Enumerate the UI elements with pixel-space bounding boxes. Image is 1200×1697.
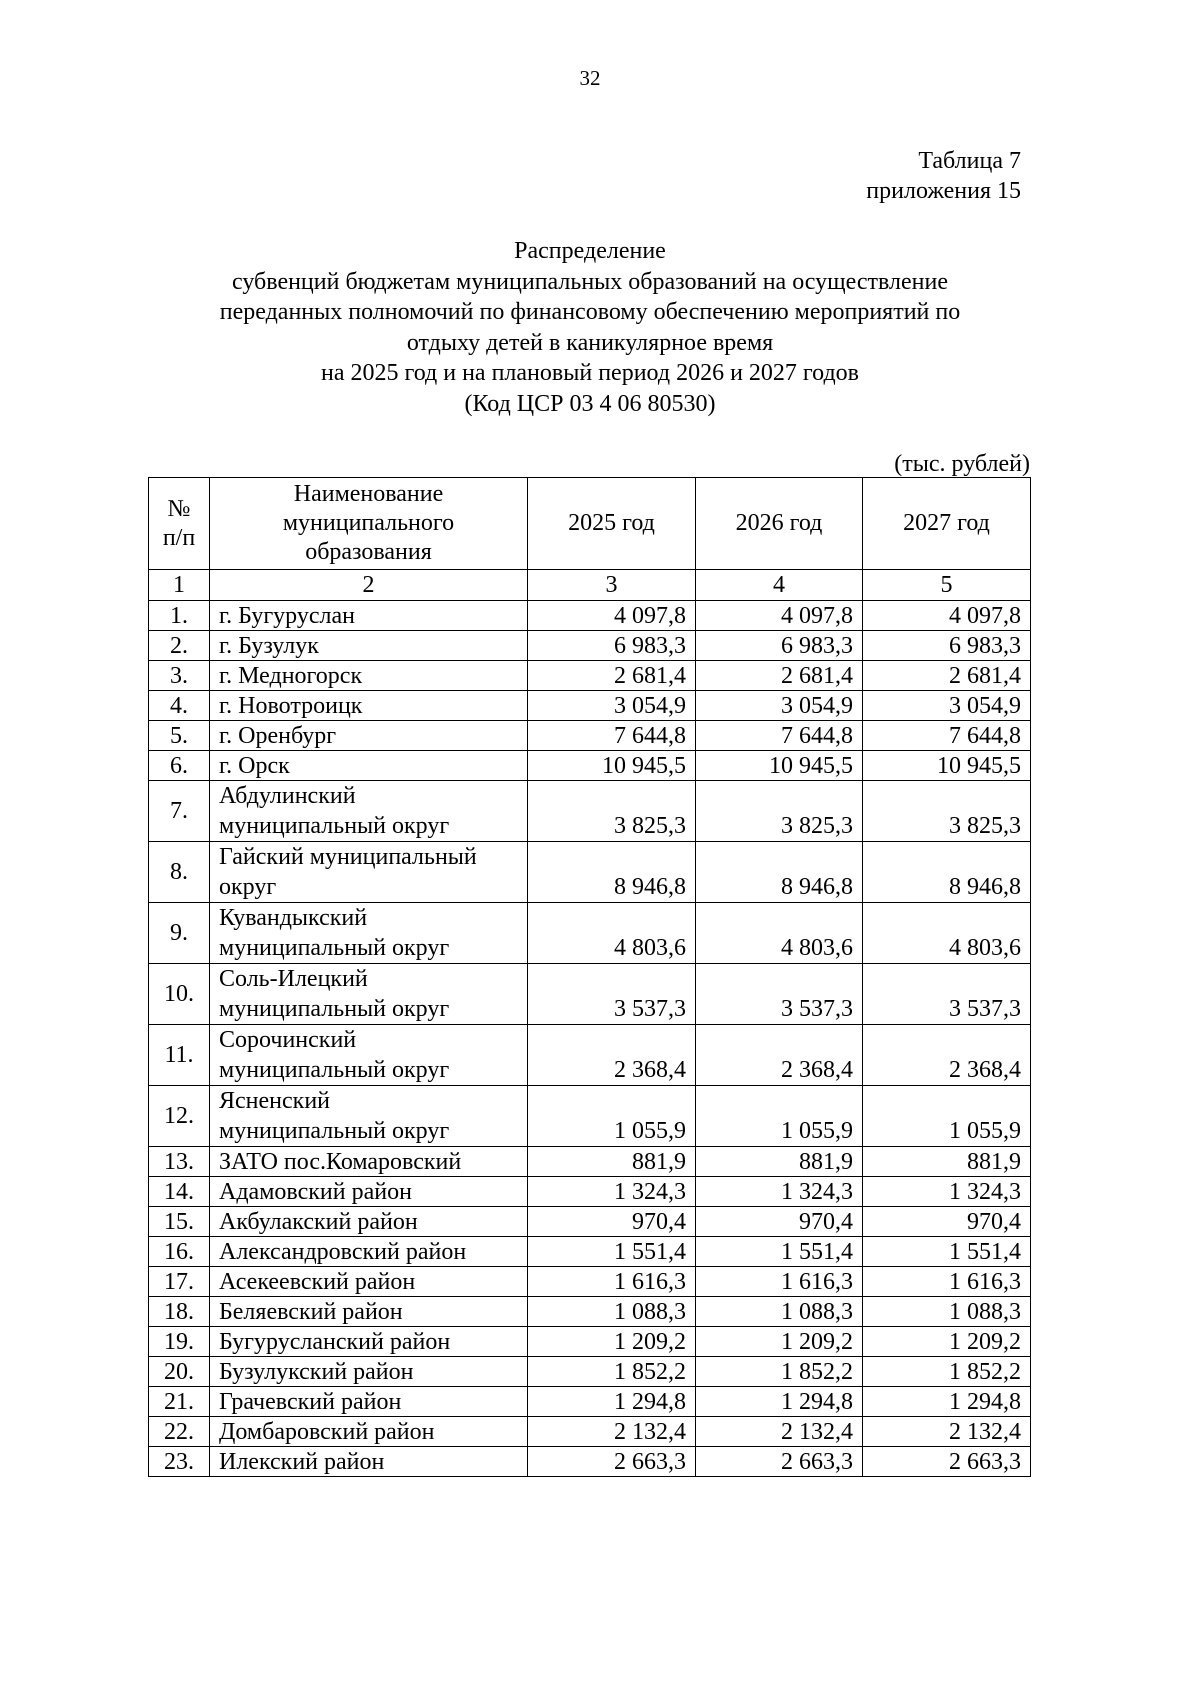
municipality-name bbox=[210, 781, 528, 842]
amount-2026: 1 088,3 bbox=[696, 1297, 863, 1327]
municipality-name bbox=[210, 721, 528, 751]
table-row bbox=[149, 631, 1031, 661]
header-num-line: п/п bbox=[162, 524, 196, 551]
amount-2026: 7 644,8 bbox=[696, 721, 863, 751]
header-2025: 2025 год bbox=[528, 478, 696, 570]
municipality-name-line: Асекеевский район bbox=[219, 1269, 416, 1295]
amount-2026: 6 983,3 bbox=[696, 631, 863, 661]
amount-2027: 1 324,3 bbox=[863, 1177, 1031, 1207]
amount-2026: 1 551,4 bbox=[696, 1237, 863, 1267]
column-number: 1 bbox=[149, 570, 210, 601]
amount-2025: 4 803,6 bbox=[528, 903, 696, 964]
row-number: 19. bbox=[149, 1327, 210, 1357]
municipality-name bbox=[210, 842, 528, 903]
row-number: 15. bbox=[149, 1207, 210, 1237]
row-number: 7. bbox=[149, 781, 210, 842]
row-number: 5. bbox=[149, 721, 210, 751]
amount-2026: 3 537,3 bbox=[696, 964, 863, 1025]
amount-2025: 1 209,2 bbox=[528, 1327, 696, 1357]
header-name-line: Наименование bbox=[293, 481, 444, 507]
title-line: Распределение bbox=[514, 238, 666, 264]
header-num-line: № bbox=[167, 495, 191, 522]
municipality-name-line: Кувандыкский bbox=[219, 905, 368, 931]
row-number: 20. bbox=[149, 1357, 210, 1387]
row-number: 12. bbox=[149, 1086, 210, 1147]
municipality-name bbox=[210, 1387, 528, 1417]
amount-2027: 3 054,9 bbox=[863, 691, 1031, 721]
table-row bbox=[149, 964, 1031, 1025]
municipality-name bbox=[210, 903, 528, 964]
municipality-name-line: Акбулакский район bbox=[219, 1209, 418, 1235]
table-row bbox=[149, 661, 1031, 691]
municipality-name bbox=[210, 1267, 528, 1297]
municipality-name bbox=[210, 1207, 528, 1237]
amount-2026: 1 324,3 bbox=[696, 1177, 863, 1207]
row-number: 21. bbox=[149, 1387, 210, 1417]
table-row bbox=[149, 1147, 1031, 1177]
amount-2027: 10 945,5 bbox=[863, 751, 1031, 781]
table-row bbox=[149, 601, 1031, 631]
amount-2027: 6 983,3 bbox=[863, 631, 1031, 661]
header-name-line: образования bbox=[305, 539, 432, 565]
row-number: 14. bbox=[149, 1177, 210, 1207]
municipality-name-line: Грачевский район bbox=[219, 1389, 402, 1415]
municipality-name bbox=[210, 691, 528, 721]
table-row bbox=[149, 1177, 1031, 1207]
amount-2025: 8 946,8 bbox=[528, 842, 696, 903]
municipality-name bbox=[210, 631, 528, 661]
amount-2027: 2 132,4 bbox=[863, 1417, 1031, 1447]
table-header-row bbox=[149, 478, 1031, 570]
row-number: 6. bbox=[149, 751, 210, 781]
amount-2027: 3 825,3 bbox=[863, 781, 1031, 842]
table-row bbox=[149, 751, 1031, 781]
row-number: 11. bbox=[149, 1025, 210, 1086]
municipality-name-line: Гайский муниципальный bbox=[219, 844, 477, 870]
municipality-name-line: муниципальный округ bbox=[219, 1057, 450, 1083]
amount-2026: 1 055,9 bbox=[696, 1086, 863, 1147]
municipality-name-line: Соль-Илецкий bbox=[219, 966, 368, 992]
amount-2025: 3 054,9 bbox=[528, 691, 696, 721]
municipality-name-line: муниципальный округ bbox=[219, 813, 450, 839]
row-number: 17. bbox=[149, 1267, 210, 1297]
municipality-name-line: муниципальный округ bbox=[219, 1118, 450, 1144]
amount-2027: 2 663,3 bbox=[863, 1447, 1031, 1477]
municipality-name-line: г. Новотроицк bbox=[219, 693, 363, 719]
table-caption-line: Таблица 7 bbox=[918, 148, 1021, 174]
municipality-name-line: Беляевский район bbox=[219, 1299, 403, 1325]
municipality-name bbox=[210, 1297, 528, 1327]
municipality-name bbox=[210, 751, 528, 781]
row-number: 1. bbox=[149, 601, 210, 631]
amount-2026: 1 616,3 bbox=[696, 1267, 863, 1297]
column-number: 5 bbox=[863, 570, 1031, 601]
amount-2026: 2 368,4 bbox=[696, 1025, 863, 1086]
municipality-name bbox=[210, 1025, 528, 1086]
amount-2027: 1 294,8 bbox=[863, 1387, 1031, 1417]
municipality-name-line: Бузулукский район bbox=[219, 1359, 414, 1385]
table-row bbox=[149, 1086, 1031, 1147]
amount-2026: 3 054,9 bbox=[696, 691, 863, 721]
amount-2027: 970,4 bbox=[863, 1207, 1031, 1237]
page-number: 32 bbox=[579, 66, 601, 90]
amount-2025: 3 825,3 bbox=[528, 781, 696, 842]
header-name bbox=[210, 478, 528, 570]
amount-2026: 2 132,4 bbox=[696, 1417, 863, 1447]
title-line: переданных полномочий по финансовому обеспечению мероприятий по bbox=[219, 299, 961, 325]
municipality-name bbox=[210, 601, 528, 631]
row-number: 13. bbox=[149, 1147, 210, 1177]
row-number: 9. bbox=[149, 903, 210, 964]
amount-2026: 1 209,2 bbox=[696, 1327, 863, 1357]
table-row bbox=[149, 1237, 1031, 1267]
row-number: 2. bbox=[149, 631, 210, 661]
table-row bbox=[149, 691, 1031, 721]
municipality-name-line: округ bbox=[219, 874, 277, 900]
table-row bbox=[149, 721, 1031, 751]
municipality-name-line: Александровский район bbox=[219, 1239, 467, 1265]
municipality-name bbox=[210, 1177, 528, 1207]
table-row bbox=[149, 903, 1031, 964]
document-title bbox=[0, 236, 1180, 419]
table-row bbox=[149, 1297, 1031, 1327]
table-row bbox=[149, 1387, 1031, 1417]
municipality-name-line: Абдулинский bbox=[219, 783, 356, 809]
municipality-name bbox=[210, 661, 528, 691]
amount-2025: 7 644,8 bbox=[528, 721, 696, 751]
municipality-name-line: г. Оренбург bbox=[219, 723, 337, 749]
municipality-name-line: Домбаровский район bbox=[219, 1419, 435, 1445]
amount-2027: 7 644,8 bbox=[863, 721, 1031, 751]
amount-2025: 1 324,3 bbox=[528, 1177, 696, 1207]
header-name-line: муниципального bbox=[282, 510, 455, 536]
amount-2026: 1 852,2 bbox=[696, 1357, 863, 1387]
column-number: 3 bbox=[528, 570, 696, 601]
annex-caption-line: приложения 15 bbox=[866, 178, 1021, 204]
municipality-name bbox=[210, 1086, 528, 1147]
table-row bbox=[149, 1267, 1031, 1297]
amount-2025: 1 616,3 bbox=[528, 1267, 696, 1297]
amount-2025: 1 088,3 bbox=[528, 1297, 696, 1327]
amount-2027: 1 551,4 bbox=[863, 1237, 1031, 1267]
amount-2027: 2 681,4 bbox=[863, 661, 1031, 691]
amount-2025: 3 537,3 bbox=[528, 964, 696, 1025]
column-number-row bbox=[149, 570, 1031, 601]
municipality-name-line: г. Бузулук bbox=[219, 633, 319, 659]
amount-2027: 4 097,8 bbox=[863, 601, 1031, 631]
municipality-name-line: ЗАТО пос.Комаровский bbox=[219, 1149, 462, 1175]
amount-2026: 4 097,8 bbox=[696, 601, 863, 631]
amount-2027: 1 088,3 bbox=[863, 1297, 1031, 1327]
municipality-name-line: г. Орск bbox=[219, 753, 290, 779]
amount-2025: 1 294,8 bbox=[528, 1387, 696, 1417]
table-row bbox=[149, 842, 1031, 903]
row-number: 16. bbox=[149, 1237, 210, 1267]
amount-2026: 970,4 bbox=[696, 1207, 863, 1237]
column-number: 2 bbox=[210, 570, 528, 601]
row-number: 3. bbox=[149, 661, 210, 691]
amount-2026: 10 945,5 bbox=[696, 751, 863, 781]
amount-2027: 4 803,6 bbox=[863, 903, 1031, 964]
table-caption bbox=[866, 146, 1021, 206]
amount-2025: 2 663,3 bbox=[528, 1447, 696, 1477]
header-num bbox=[149, 478, 210, 570]
units-label: (тыс. рублей) bbox=[894, 451, 1030, 477]
municipality-name bbox=[210, 1447, 528, 1477]
amount-2027: 2 368,4 bbox=[863, 1025, 1031, 1086]
municipality-name bbox=[210, 964, 528, 1025]
municipality-name bbox=[210, 1147, 528, 1177]
amount-2025: 2 368,4 bbox=[528, 1025, 696, 1086]
municipality-name bbox=[210, 1327, 528, 1357]
amount-2026: 8 946,8 bbox=[696, 842, 863, 903]
amount-2027: 1 055,9 bbox=[863, 1086, 1031, 1147]
amount-2027: 3 537,3 bbox=[863, 964, 1031, 1025]
amount-2025: 1 551,4 bbox=[528, 1237, 696, 1267]
table-row bbox=[149, 1207, 1031, 1237]
row-number: 23. bbox=[149, 1447, 210, 1477]
municipality-name-line: Адамовский район bbox=[219, 1179, 412, 1205]
title-line: субвенций бюджетам муниципальных образований на осуществление bbox=[232, 268, 948, 295]
table-row bbox=[149, 1327, 1031, 1357]
municipality-name-line: Ясненский bbox=[219, 1088, 330, 1114]
amount-2025: 2 681,4 bbox=[528, 661, 696, 691]
amount-2027: 1 209,2 bbox=[863, 1327, 1031, 1357]
amount-2026: 1 294,8 bbox=[696, 1387, 863, 1417]
amount-2026: 881,9 bbox=[696, 1147, 863, 1177]
municipality-name-line: муниципальный округ bbox=[219, 996, 450, 1022]
row-number: 18. bbox=[149, 1297, 210, 1327]
municipality-name-line: Сорочинский bbox=[219, 1027, 357, 1053]
amount-2027: 1 852,2 bbox=[863, 1357, 1031, 1387]
municipality-name-line: г. Бугуруслан bbox=[219, 603, 355, 629]
municipality-name-line: Илекский район bbox=[219, 1449, 385, 1475]
title-line: (Код ЦСР 03 4 06 80530) bbox=[464, 390, 716, 417]
amount-2025: 1 852,2 bbox=[528, 1357, 696, 1387]
amount-2025: 2 132,4 bbox=[528, 1417, 696, 1447]
row-number: 10. bbox=[149, 964, 210, 1025]
column-number: 4 bbox=[696, 570, 863, 601]
table-row bbox=[149, 1357, 1031, 1387]
table-row bbox=[149, 1025, 1031, 1086]
row-number: 8. bbox=[149, 842, 210, 903]
amount-2025: 4 097,8 bbox=[528, 601, 696, 631]
title-line: отдыху детей в каникулярное время bbox=[406, 329, 774, 356]
table-row bbox=[149, 1417, 1031, 1447]
municipality-name bbox=[210, 1417, 528, 1447]
municipality-name bbox=[210, 1357, 528, 1387]
amount-2025: 6 983,3 bbox=[528, 631, 696, 661]
municipality-name-line: г. Медногорск bbox=[219, 663, 363, 689]
amount-2025: 970,4 bbox=[528, 1207, 696, 1237]
amount-2026: 4 803,6 bbox=[696, 903, 863, 964]
header-2026: 2026 год bbox=[696, 478, 863, 570]
title-line: на 2025 год и на плановый период 2026 и 2027 годов bbox=[320, 360, 860, 386]
subvention-table bbox=[148, 477, 1031, 1477]
amount-2026: 3 825,3 bbox=[696, 781, 863, 842]
amount-2027: 881,9 bbox=[863, 1147, 1031, 1177]
amount-2026: 2 663,3 bbox=[696, 1447, 863, 1477]
amount-2025: 10 945,5 bbox=[528, 751, 696, 781]
municipality-name-line: Бугурусланский район bbox=[219, 1329, 451, 1355]
amount-2026: 2 681,4 bbox=[696, 661, 863, 691]
amount-2027: 8 946,8 bbox=[863, 842, 1031, 903]
amount-2027: 1 616,3 bbox=[863, 1267, 1031, 1297]
row-number: 22. bbox=[149, 1417, 210, 1447]
amount-2025: 1 055,9 bbox=[528, 1086, 696, 1147]
header-2027: 2027 год bbox=[863, 478, 1031, 570]
row-number: 4. bbox=[149, 691, 210, 721]
municipality-name bbox=[210, 1237, 528, 1267]
municipality-name-line: муниципальный округ bbox=[219, 935, 450, 961]
amount-2025: 881,9 bbox=[528, 1147, 696, 1177]
table-row bbox=[149, 781, 1031, 842]
table-row bbox=[149, 1447, 1031, 1477]
